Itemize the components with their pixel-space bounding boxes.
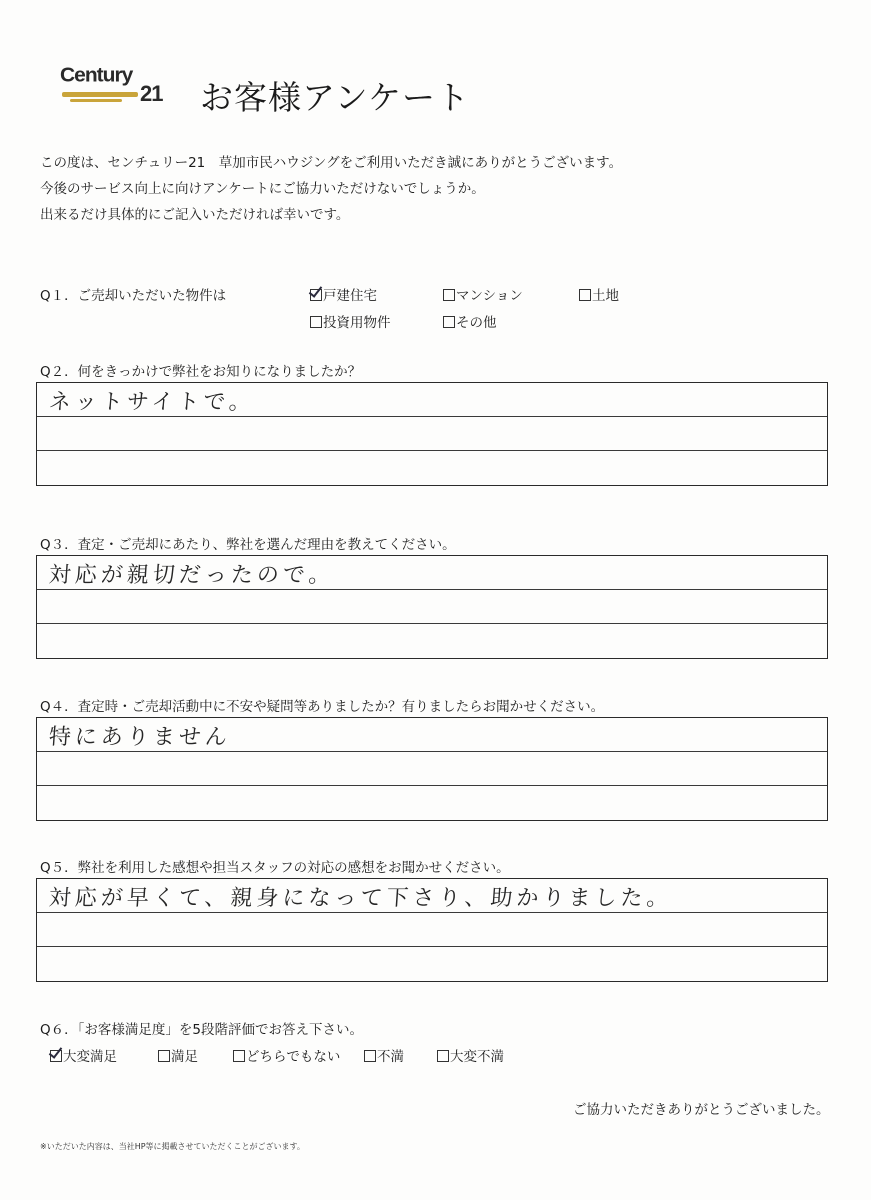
q1-option-other[interactable]: その他	[443, 311, 497, 331]
handwritten-answer: ネットサイトで。	[47, 390, 256, 415]
q4-label: Q４．査定時・ご売却活動中に不安や疑問等ありましたか？有りましたらお聞かせください。	[40, 699, 605, 715]
footnote: ※いただいた内容は、当社HP等に掲載させていただくことがございます。	[40, 1142, 305, 1151]
intro-line: この度は、センチュリー21 草加市民ハウジングをご利用いただき誠にありがとうございます。	[40, 155, 623, 171]
q3-label: Q３．査定・ご売却にあたり、弊社を選んだ理由を教えてください。	[40, 537, 456, 553]
checkbox-icon[interactable]	[364, 1050, 376, 1062]
answer-row	[37, 590, 827, 624]
answer-row	[37, 947, 827, 981]
q2-answer-box[interactable]	[36, 382, 828, 486]
answer-row	[37, 752, 827, 786]
q2-label: Q２．何をきっかけで弊社をお知りになりましたか？	[40, 364, 362, 380]
q1-option-house[interactable]: 戸建住宅	[310, 284, 377, 304]
checkbox-icon[interactable]	[233, 1050, 245, 1062]
q6-option-very-dissatisfied[interactable]: 大変不満	[437, 1045, 504, 1065]
logo-number: 21	[140, 81, 163, 106]
checkbox-icon[interactable]	[158, 1050, 170, 1062]
intro-line: 出来るだけ具体的にご記入いただければ幸いです。	[40, 207, 350, 223]
intro-line: 今後のサービス向上に向けアンケートにご協力いただけないでしょうか。	[40, 181, 485, 197]
q6-option-satisfied[interactable]: 満足	[158, 1045, 198, 1065]
page-title: お客様アンケート	[200, 78, 471, 117]
q5-label: Q５．弊社を利用した感想や担当スタッフの対応の感想をお聞かせください。	[40, 860, 510, 876]
handwritten-answer: 対応が親切だったので。	[47, 563, 336, 588]
checkbox-icon[interactable]	[437, 1050, 449, 1062]
q1-option-investment[interactable]: 投資用物件	[310, 311, 391, 331]
handwritten-answer: 対応が早くて、親身になって下さり、助かりました。	[47, 886, 674, 911]
answer-row	[37, 879, 827, 913]
logo-wordmark: Century	[60, 64, 133, 87]
handwritten-answer: 特にありません	[47, 725, 232, 750]
q4-answer-box[interactable]	[36, 717, 828, 821]
answer-row	[37, 786, 827, 820]
q1-label: Q１．ご売却いただいた物件は	[40, 288, 227, 304]
checkbox-icon[interactable]	[443, 289, 455, 301]
thanks-message: ご協力いただきありがとうございました。	[573, 1102, 830, 1118]
intro-text	[40, 150, 622, 228]
q6-option-neutral[interactable]: どちらでもない	[233, 1045, 340, 1065]
q5-answer-box[interactable]	[36, 878, 828, 982]
q1-option-mansion[interactable]: マンション	[443, 284, 523, 304]
answer-row	[37, 624, 827, 658]
checkbox-icon[interactable]	[310, 316, 322, 328]
q1-option-land[interactable]: 土地	[579, 284, 619, 304]
century21-logo	[58, 64, 174, 110]
checkbox-checked-icon[interactable]	[310, 289, 322, 301]
q6-label: Q６．「お客様満足度」を5段階評価でお答え下さい。	[40, 1022, 363, 1038]
checkbox-icon[interactable]	[579, 289, 591, 301]
answer-row	[37, 451, 827, 485]
answer-row	[37, 383, 827, 417]
answer-row	[37, 718, 827, 752]
q6-option-very-satisfied[interactable]: 大変満足	[50, 1045, 117, 1065]
logo-roof-stripe	[62, 92, 138, 97]
answer-row	[37, 417, 827, 451]
checkbox-icon[interactable]	[443, 316, 455, 328]
answer-row	[37, 556, 827, 590]
logo-roof-stripe-lower	[70, 99, 122, 102]
q6-option-dissatisfied[interactable]: 不満	[364, 1045, 404, 1065]
checkbox-checked-icon[interactable]	[50, 1050, 62, 1062]
q3-answer-box[interactable]	[36, 555, 828, 659]
answer-row	[37, 913, 827, 947]
